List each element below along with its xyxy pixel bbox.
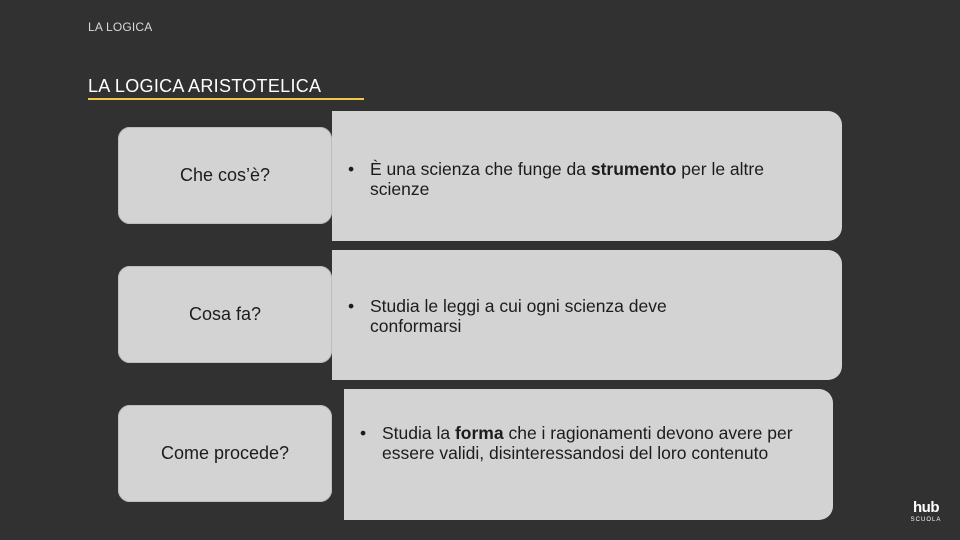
- answer-box-1: [332, 111, 842, 241]
- section-label: LA LOGICA: [88, 20, 153, 34]
- answer-text-1: È una scienza che funge da strumento per le altre scienze: [370, 159, 764, 199]
- question-label-3: Come procede?: [160, 443, 290, 463]
- slide-title: LA LOGICA ARISTOTELICA: [88, 76, 322, 96]
- answer-box-3: [344, 389, 833, 520]
- question-box-2: [118, 266, 332, 363]
- answer-text-3: Studia la forma che i ragionamenti devono avere per essere validi, disinteressandosi del loro contenuto: [382, 423, 793, 463]
- bullet-icon: •: [348, 159, 355, 179]
- question-label-2: Cosa fa?: [188, 304, 262, 324]
- question-label-1: Che cos’è?: [179, 165, 271, 185]
- hub-scuola-logo: hub SCUOLA: [910, 499, 942, 523]
- answer-box-2: [332, 250, 842, 380]
- title-underline: [88, 98, 364, 100]
- question-box-1: [118, 127, 332, 224]
- answer-text-2: Studia le leggi a cui ogni scienza deve conformarsi: [370, 296, 667, 336]
- bullet-icon: •: [348, 296, 355, 316]
- question-box-3: [118, 405, 332, 502]
- bullet-icon: •: [360, 423, 367, 443]
